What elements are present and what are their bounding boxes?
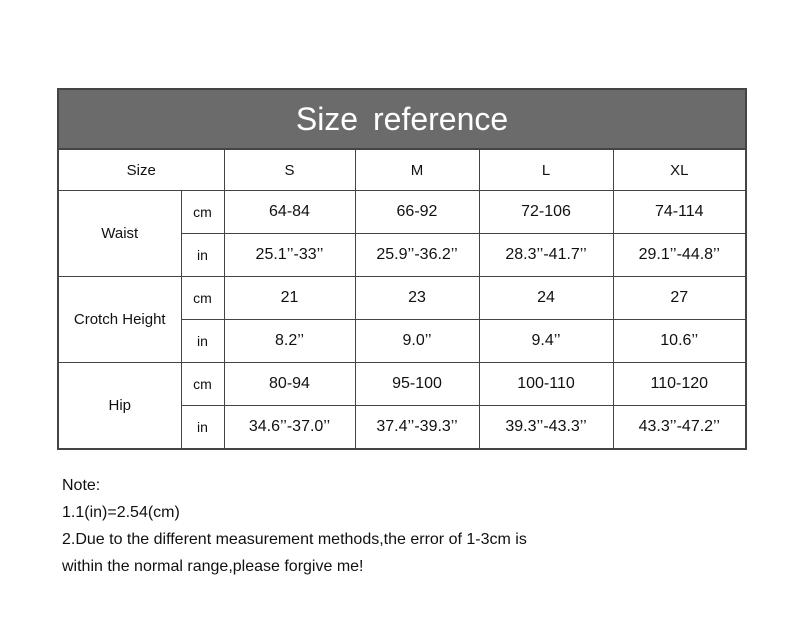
- unit-cm: cm: [181, 277, 224, 320]
- size-header-xl: XL: [613, 149, 746, 191]
- table-row: [58, 277, 746, 320]
- table-cell: 43.3’’-47.2’’: [613, 406, 746, 450]
- table-cell: 72-106: [479, 191, 613, 234]
- table-cell: 8.2’’: [224, 320, 355, 363]
- unit-in: in: [181, 234, 224, 277]
- table-cell: 23: [355, 277, 479, 320]
- unit-cm: cm: [181, 191, 224, 234]
- row-label-waist: Waist: [58, 191, 181, 277]
- note-line-conversion: 1.1(in)=2.54(cm): [62, 504, 180, 521]
- table-title-row: [58, 89, 746, 149]
- table-cell: 100-110: [479, 363, 613, 406]
- table-cell: 10.6’’: [613, 320, 746, 363]
- size-reference-table: [57, 88, 747, 450]
- table-row: [58, 191, 746, 234]
- size-column-header: Size: [58, 149, 224, 191]
- table-cell: 39.3’’-43.3’’: [479, 406, 613, 450]
- table-cell: 21: [224, 277, 355, 320]
- notes-block: [62, 472, 762, 580]
- unit-cm: cm: [181, 363, 224, 406]
- size-header-m: M: [355, 149, 479, 191]
- table-cell: 27: [613, 277, 746, 320]
- size-header-l: L: [479, 149, 613, 191]
- table-row: [58, 363, 746, 406]
- table-cell: 64-84: [224, 191, 355, 234]
- table-cell: 9.4’’: [479, 320, 613, 363]
- unit-in: in: [181, 406, 224, 450]
- note-heading: Note:: [62, 477, 101, 494]
- table-cell: 80-94: [224, 363, 355, 406]
- table-title: Size reference: [58, 89, 746, 149]
- table-header-row: [58, 149, 746, 191]
- table-cell: 37.4’’-39.3’’: [355, 406, 479, 450]
- table-cell: 28.3’’-41.7’’: [479, 234, 613, 277]
- table-cell: 25.1’’-33’’: [224, 234, 355, 277]
- note-line-error: 2.Due to the different measurement methods,the error of 1-3cm is: [62, 531, 527, 548]
- table-cell: 9.0’’: [355, 320, 479, 363]
- table-cell: 95-100: [355, 363, 479, 406]
- row-label-hip: Hip: [58, 363, 181, 450]
- row-label-crotch-height: Crotch Height: [58, 277, 181, 363]
- note-line-apology: within the normal range,please forgive me!: [62, 558, 364, 575]
- table-cell: 34.6’’-37.0’’: [224, 406, 355, 450]
- table-cell: 110-120: [613, 363, 746, 406]
- table-cell: 66-92: [355, 191, 479, 234]
- table-cell: 24: [479, 277, 613, 320]
- table-cell: 29.1’’-44.8’’: [613, 234, 746, 277]
- table-cell: 25.9’’-36.2’’: [355, 234, 479, 277]
- unit-in: in: [181, 320, 224, 363]
- size-header-s: S: [224, 149, 355, 191]
- table-cell: 74-114: [613, 191, 746, 234]
